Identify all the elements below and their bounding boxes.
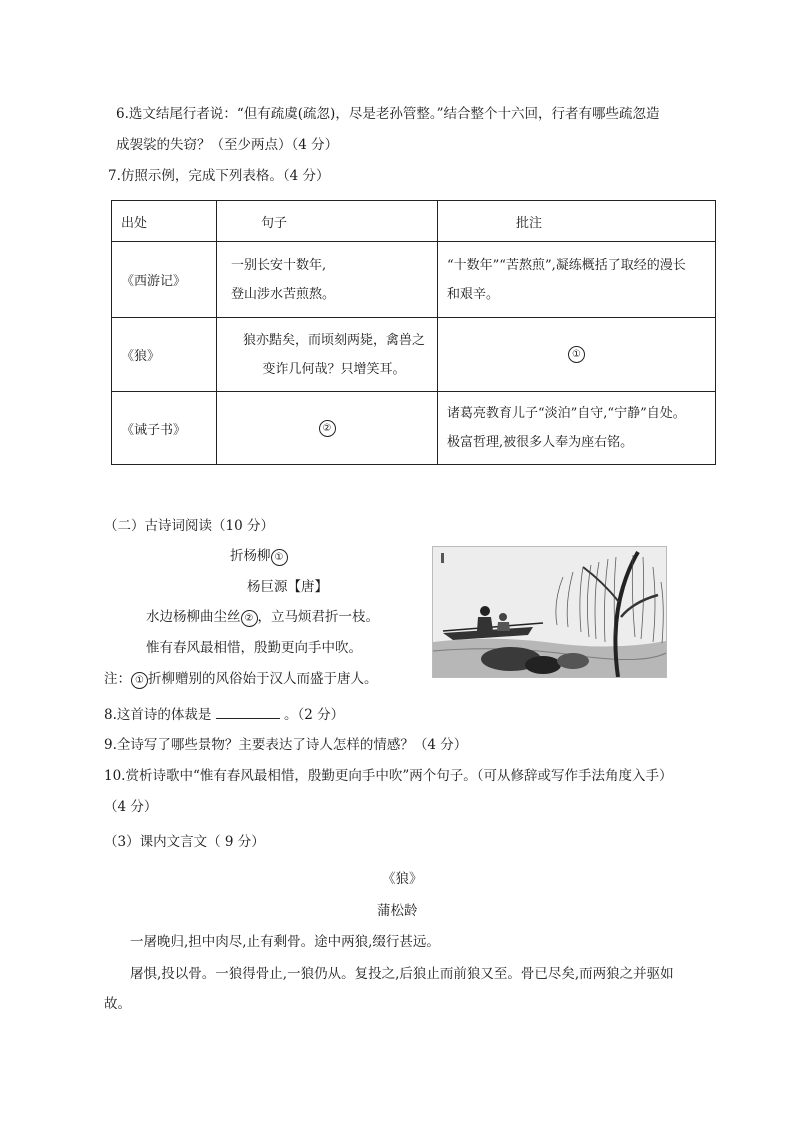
table-row [112,392,716,465]
q8-prefix: 8.这首诗的体裁是 [104,707,212,723]
row-note [438,242,716,318]
text-para-1: 一屠晚归,担中肉尽,止有剩骨。途中两狼,缀行甚远。 [130,934,440,950]
footnote-marker: ② [241,610,258,627]
row-note-blank[interactable] [438,318,716,392]
note-line: 极富哲理,被很多人奉为座右铭。 [447,435,634,450]
q7-text: 7.仿照示例，完成下列表格。（4 分） [108,168,330,184]
table-row [112,318,716,392]
row-source: 《诫子书》 [112,392,217,465]
poem-author: 杨巨源【唐】 [247,579,328,595]
note-line: 和艰辛。 [447,286,500,302]
annotation-table [111,200,716,465]
section3-heading: （3）课内文言文（ 9 分） [104,834,265,850]
header-note: 批注 [438,201,716,242]
header-source: 出处 [112,201,217,242]
willow-painting-icon [433,547,666,677]
sentence-line: 狼亦黠矣，而顷刻两毙，禽兽之 [242,332,425,348]
note-prefix: 注： [104,671,131,687]
poem-line-1 [146,605,379,627]
q9-text: 9.全诗写了哪些景物？主要表达了诗人怎样的情感？（4 分） [104,737,468,753]
note-text: 折柳赠别的风俗始于汉人而盛于唐人。 [148,671,378,687]
sentence-line: 一别长安十数年, [231,257,327,273]
q8-suffix: 。（2 分） [283,707,345,723]
text-author: 蒲松龄 [377,903,418,919]
note-line: “十数年”“苦熬煎”,凝练概括了取经的漫长 [447,257,686,273]
text-title: 《狼》 [382,871,423,887]
text-para-2-line2: 故。 [104,996,131,1012]
willow-painting-image [432,546,667,678]
header-sentence: 句子 [217,201,438,242]
poem-line-1a: 水边杨柳曲尘丝 [146,609,241,625]
q10-line1: 10.赏析诗歌中“惟有春风最相惜，殷勤更向手中吹”两个句子。（可从修辞或写作手法角度入手） [104,768,673,784]
row-note [438,392,716,465]
blank-marker-2: ② [319,420,336,437]
q6-line1: 6.选文结尾行者说：“但有疏虞(疏忽)，尽是老孙管整。”结合整个十六回，行者有哪些疏忽造 [116,106,660,122]
poem-title-text: 折杨柳 [230,548,271,564]
footnote-marker: ① [131,672,148,689]
row-sentence [217,242,438,318]
q8-text [104,703,344,723]
row-source: 《西游记》 [112,242,217,318]
sentence-line: 登山涉水苦煎熬。 [231,286,336,302]
poem-line-2: 惟有春风最相惜，殷勤更向手中吹。 [146,640,362,656]
q6-line2: 成袈裟的失窃？（至少两点）（4 分） [116,137,339,153]
section2-heading: （二）古诗词阅读（10 分） [104,518,274,534]
text-para-2-line1: 屠惧,投以骨。一狼得骨止,一狼仍从。复投之,后狼止而前狼又至。骨已尽矣,而两狼之并驱如 [130,966,674,982]
footnote-marker: ① [271,549,288,566]
q8-answer-blank[interactable] [216,705,280,719]
table-row [112,242,716,318]
table-header-row [112,201,716,242]
poem-title [230,544,288,566]
poem-line-1b: ，立马烦君折一枝。 [257,609,379,625]
blank-marker-1: ① [568,346,585,363]
q10-line2: （4 分） [104,799,158,815]
poem-note [104,667,378,689]
row-sentence-blank[interactable] [217,392,438,465]
row-source: 《狼》 [112,318,217,392]
sentence-line: 变诈几何哉？只增笑耳。 [262,361,406,377]
row-sentence [217,318,438,392]
note-line: 诸葛亮教育儿子“淡泊”自守,“宁静”自处。 [447,406,686,421]
